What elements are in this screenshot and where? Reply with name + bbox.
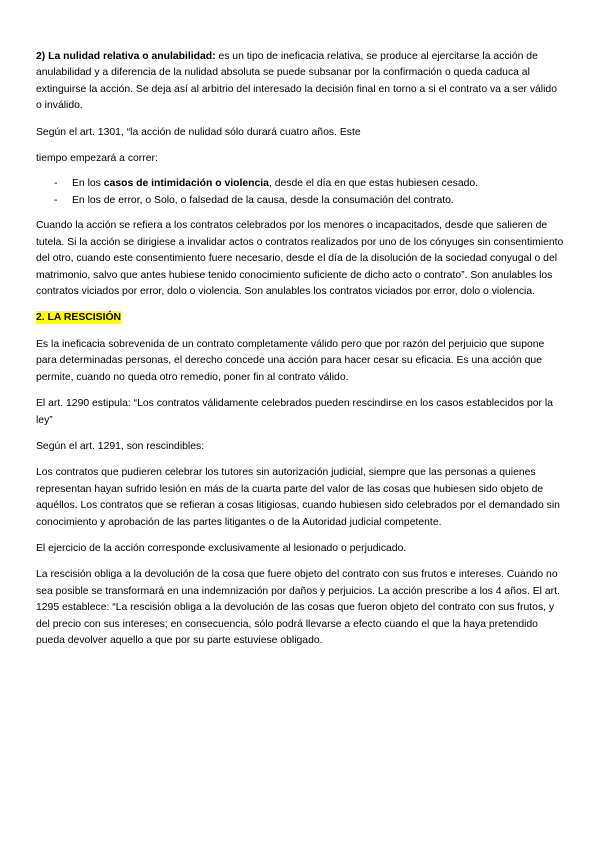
document-page <box>36 49 564 649</box>
paragraph-art-1301: Según el art. 1301, “la acción de nulidad sólo durará cuatro años. Este <box>36 126 361 138</box>
paragraph-art-1291: Según el art. 1291, son rescindibles: <box>36 440 205 452</box>
paragraph-nulidad-relativa <box>36 49 564 115</box>
paragraph-ejercicio: El ejercicio de la acción corresponde exclusivamente al lesionado o perjudicado. <box>36 542 407 554</box>
paragraph-text: es un tipo de ineficacia relativa, se produce al ejercitarse la acción de anulabilidad y a diferencia de la nulidad absoluta se puede subsanar por la confirmación o queda caduca al extinguirse la acción. Se deja así al arbitrio del interesado la decisión final en torno a si el contrato va a ser válido o inválido. <box>36 51 557 112</box>
dash-bullet: - <box>54 178 58 190</box>
list-item: - En los de error, o Solo, o falsedad de la causa, desde la consumación del contrato. <box>36 192 564 209</box>
paragraph-rescision-obliga: La rescisión obliga a la devolución de la cosa que fuere objeto del contrato con sus frutos e intereses. Cuando no sea posible se transformará en una indemnización por daños y perjuicios. La acción prescribe a los 4 años. El art. 1295 establece: “La rescisión obliga a la devolución de las cosas que fueron objeto del contrato con sus frutos, y del precio con sus intereses; en consecuencia, sólo podrá llevarse a efecto cuando el que la haya pretendido pueda devolver aquello a que por su parte estuviese obligado. <box>36 569 560 646</box>
dash-list <box>36 175 564 209</box>
bold-term-anulabilidad: 2) La nulidad relativa o anulabilidad: <box>36 51 216 62</box>
paragraph-tiempo: tiempo empezará a correr: <box>36 153 158 165</box>
paragraph-tutores: Los contratos que pudieren celebrar los tutores sin autorización judicial, siempre que las personas a quienes representan hayan sufrido lesión en más de la cuarta parte del valor de las cosas que hubiesen sido objeto de aquéllos. Los contratos que se refieran a cosas litigiosas, cuando hubiesen sido celebrados por el demandado sin conocimiento y aprobación de las partes litigantes o de la Autoridad judicial competente. <box>36 467 560 528</box>
bold-term-intimidacion: casos de intimidación o violencia <box>103 178 269 190</box>
paragraph-ineficacia: Es la ineficacia sobrevenida de un contrato completamente válido pero que por razón del perjuicio que supone para determinadas personas, el derecho concede una acción para hacer cesar su eficacia. Es una acción que permite, cuando no queda otro remedio, poner fin al contrato válido. <box>36 338 545 383</box>
paragraph-art-1290: El art. 1290 estipula: “Los contratos válidamente celebrados pueden rescindirse en los casos establecidos por la ley” <box>36 398 553 426</box>
list-item: - En los casos de intimidación o violencia, desde el día en que estas hubiesen cesado. <box>36 175 564 192</box>
highlighted-heading: 2. LA RESCISIÓN <box>36 312 122 324</box>
section-heading <box>36 310 564 326</box>
paragraph-menores: Cuando la acción se refiera a los contratos celebrados por los menores o incapacitados, desde que salieren de tutela. Si la acción se dirigiese a invalidar actos o contratos realizados por uno de los cónyuges sin consentimiento del otro, cuando este consentimiento fuere necesario, desde el día de la disolución de la sociedad conyugal o del matrimonio, salvo que antes hubiese tenido conocimiento suficiente de dicho acto o contrato”. Son anulables los contratos viciados por error, dolo o violencia. Son anulables los contratos viciados por error, dolo o violencia. <box>36 220 564 298</box>
dash-bullet: - <box>54 195 58 207</box>
